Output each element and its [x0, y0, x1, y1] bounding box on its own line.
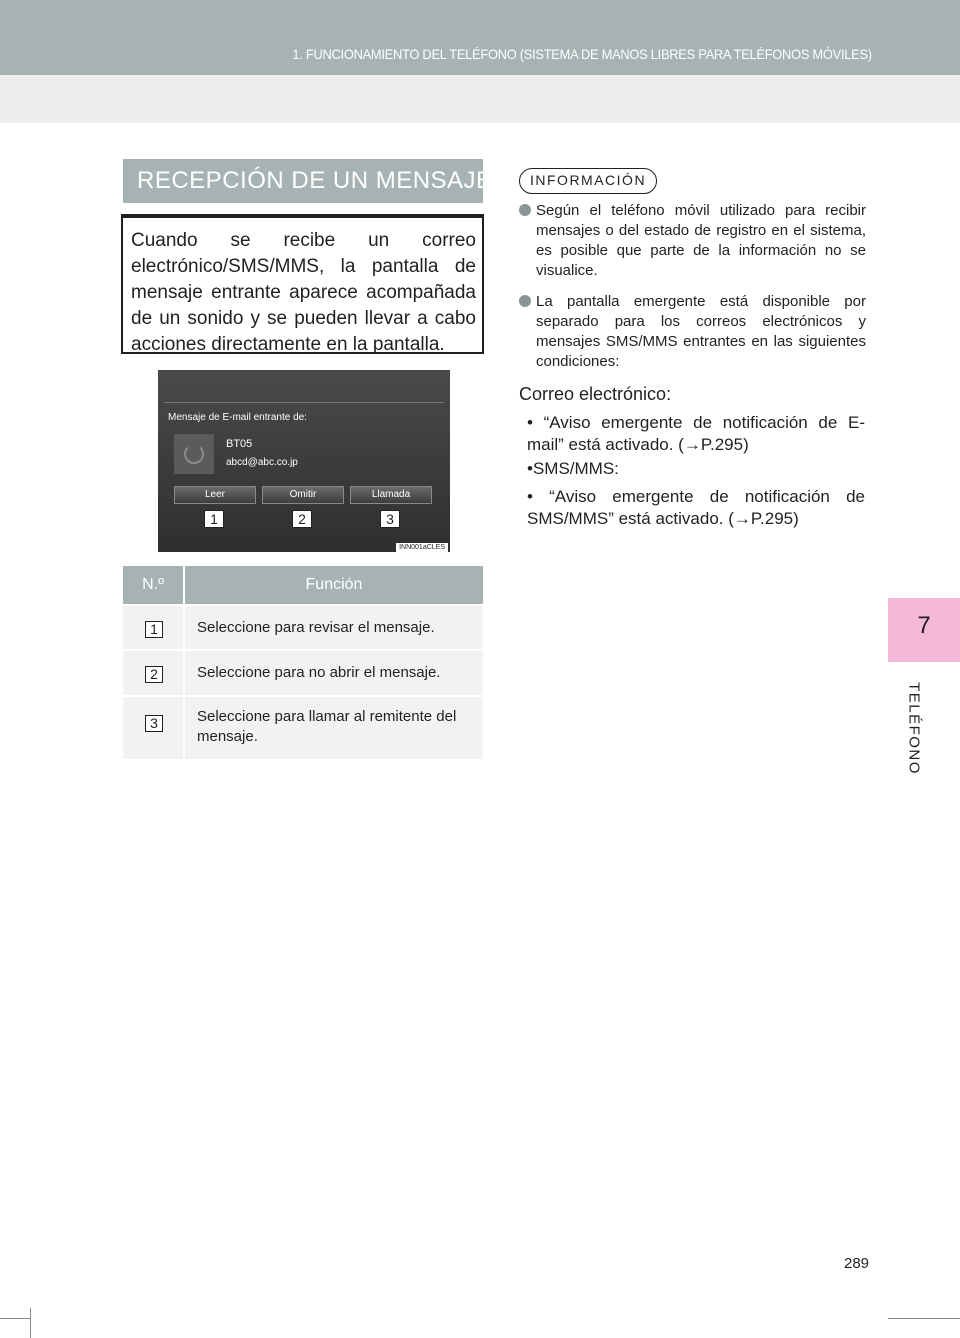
intro-text: Cuando se recibe un correo electrónico/SMS/MMS, la pantalla de mensaje entrante aparece acompañada de un sonido y se pueden llevar a cabo acciones directamente en la pantalla. [131, 230, 476, 355]
condition-sms: • “Aviso emergente de notificación de SMS/MMS” está activado. (→P.295) [527, 487, 865, 528]
table-row [123, 695, 483, 759]
table-row [123, 649, 483, 695]
screen-incoming-label: Mensaje de E-mail entrante de: [168, 412, 307, 423]
info-label: INFORMACIÓN [519, 168, 657, 194]
table-row-no-cell [123, 606, 183, 649]
contact-avatar-icon [174, 434, 214, 474]
read-button[interactable]: Leer [174, 486, 256, 504]
table-row [123, 604, 483, 649]
table-row-number: 1 [145, 621, 163, 638]
function-table [123, 566, 483, 759]
crop-mark [30, 1308, 31, 1338]
table-divider [183, 606, 185, 649]
intro-box [121, 214, 484, 354]
call-button[interactable]: Llamada [350, 486, 432, 504]
table-divider [183, 697, 185, 759]
screen-sender-email: abcd@abc.co.jp [226, 457, 298, 468]
image-code: INN001aCLES [396, 543, 448, 552]
callout-3: 3 [380, 510, 400, 528]
chapter-header-title: 1. FUNCIONAMIENTO DEL TELÉFONO (SISTEMA DE MANOS LIBRES PARA TELÉFONOS MÓVILES) [292, 46, 872, 62]
header-band [0, 0, 960, 75]
conditions-heading: Correo electrónico: [519, 384, 672, 404]
table-header [123, 566, 483, 604]
callout-2: 2 [292, 510, 312, 528]
table-row-text: Seleccione para revisar el mensaje. [197, 619, 435, 636]
table-row-number: 2 [145, 666, 163, 683]
crop-mark [0, 1318, 30, 1319]
table-row-text: Seleccione para llamar al remitente del mensaje. [197, 708, 457, 745]
info-bullet-text: Según el teléfono móvil utilizado para recibir mensajes o del estado de registro en el sistema, es posible que parte de la información no se visualice. [536, 202, 866, 279]
table-row-text: Seleccione para no abrir el mensaje. [197, 664, 441, 681]
chapter-tab-label [898, 680, 923, 780]
table-header-no: N.º [142, 576, 164, 593]
skip-button[interactable]: Omitir [262, 486, 344, 504]
section-title-text: RECEPCIÓN DE UN MENSAJE [137, 167, 493, 194]
info-bullet-text: La pantalla emergente está disponible por separado para los correos electrónicos y mensajes SMS/MMS entrantes en las siguientes condiciones: [536, 293, 866, 370]
info-bullet [519, 292, 866, 376]
table-row-number: 3 [145, 715, 163, 732]
section-title [123, 159, 493, 203]
table-header-function: Función [305, 576, 363, 593]
chapter-tab-number: 7 [917, 612, 931, 639]
screen-illustration [158, 370, 450, 552]
crop-mark [888, 1318, 960, 1319]
page-number: 289 [844, 1255, 870, 1272]
chapter-tab-label-text: TELÉFONO [905, 682, 923, 775]
info-bullet [519, 201, 866, 285]
condition-email: • “Aviso emergente de notificación de E-mail” está activado. (→P.295) [527, 413, 865, 454]
chapter-tab [888, 598, 960, 662]
bullet-dot-icon [519, 295, 531, 307]
screen-sender-name: BT05 [226, 438, 253, 450]
header-sub-band [0, 75, 960, 123]
loading-ring-icon [184, 444, 204, 464]
table-divider [183, 651, 185, 695]
bullet-dot-icon [519, 204, 531, 216]
table-row-no-cell [123, 651, 183, 695]
sms-heading: •SMS/MMS: [527, 459, 619, 478]
callout-1: 1 [204, 510, 224, 528]
table-row-no-cell [123, 697, 183, 759]
